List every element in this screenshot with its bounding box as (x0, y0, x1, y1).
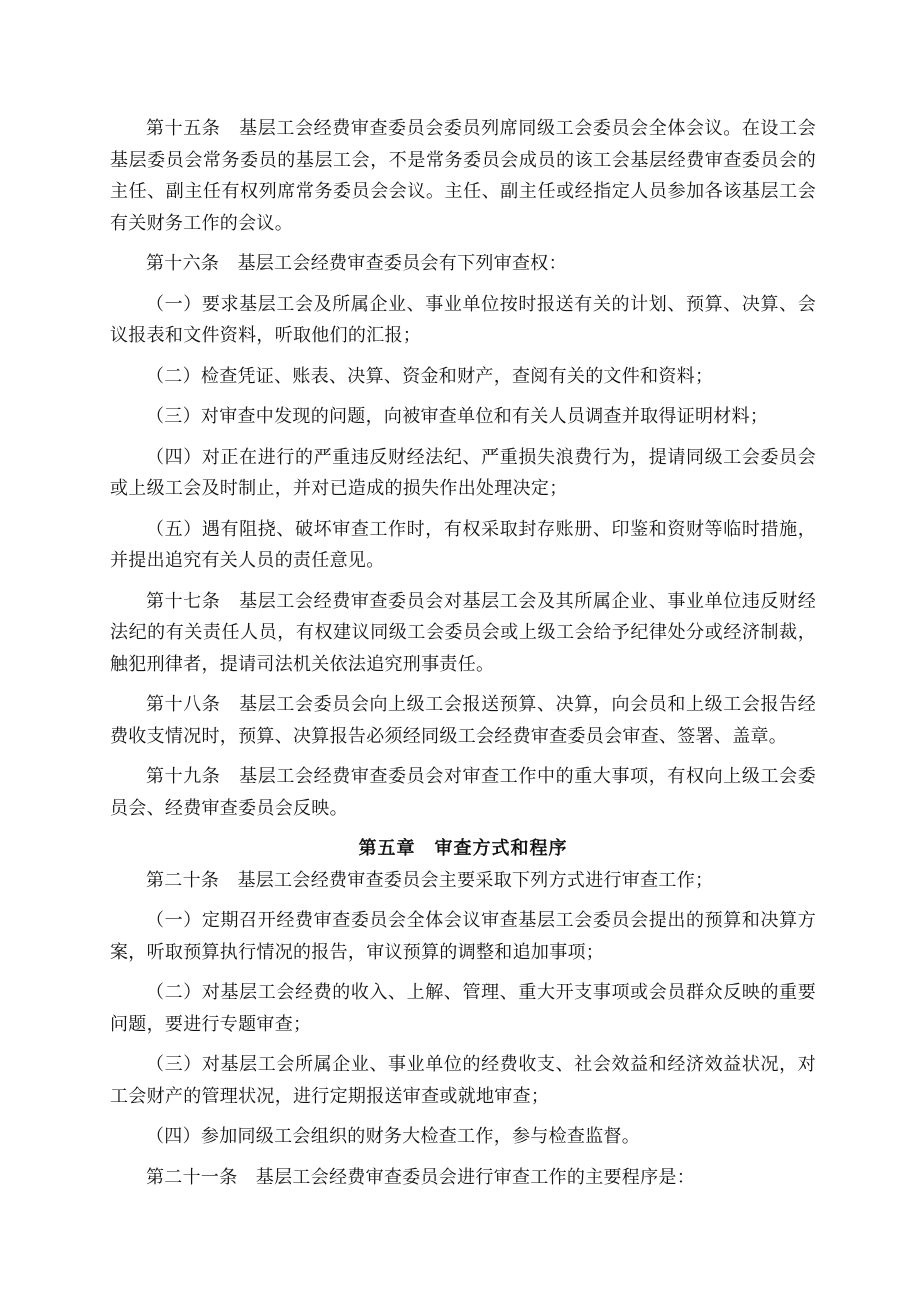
article-17: 第十七条 基层工会经费审查委员会对基层工会及其所属企业、事业单位违反财经法纪的有关责任人员，有权建议同级工会委员会或上级工会给予纪律处分或经济制裁，触犯刑律者，提请司法机关依法追究刑事责任。 (110, 590, 816, 675)
article-20-item-2: （二）对基层工会经费的收入、上解、管理、重大开支事项或会员群众反映的重要问题，要进行专题审查； (110, 982, 816, 1035)
article-16-item-3: （三）对审查中发现的问题，向被审查单位和有关人员调查并取得证明材料； (146, 406, 769, 427)
article-20-item-4: （四）参加同级工会组织的财务大检查工作，参与检查监督。 (146, 1126, 641, 1147)
article-16-item-5: （五）遇有阻挠、破坏审查工作时，有权采取封存账册、印鉴和资财等临时措施，并提出追究有关人员的责任意见。 (110, 518, 816, 571)
chapter-heading: 第五章 审查方式和程序 (358, 838, 568, 859)
article-18: 第十八条 基层工会委员会向上级工会报送预算、决算，向会员和上级工会报告经费收支情况时，预算、决算报告必须经同级工会经费审查委员会审查、签署、盖章。 (110, 694, 816, 747)
article-19: 第十九条 基层工会经费审查委员会对审查工作中的重大事项，有权向上级工会委员会、经费审查委员会反映。 (110, 766, 816, 819)
article-16: 第十六条 基层工会经费审查委员会有下列审查权： (146, 253, 567, 274)
article-20-item-3: （三）对基层工会所属企业、事业单位的经费收支、社会效益和经济效益状况，对工会财产的管理状况，进行定期报送审查或就地审查； (110, 1054, 816, 1107)
article-15: 第十五条 基层工会经费审查委员会委员列席同级工会委员会全体会议。在设工会基层委员会常务委员的基层工会，不是常务委员会成员的该工会基层经费审查委员会的主任、副主任有权列席常务委员会会议。主任、副主任或经指定人员参加各该基层工会有关财务工作的会议。 (110, 118, 816, 234)
article-16-item-1: （一）要求基层工会及所属企业、事业单位按时报送有关的计划、预算、决算、会议报表和文件资料，听取他们的汇报； (110, 293, 816, 346)
article-16-item-4: （四）对正在进行的严重违反财经法纪、严重损失浪费行为，提请同级工会委员会或上级工会及时制止，并对已造成的损失作出处理决定； (110, 446, 816, 499)
article-20-item-1: （一）定期召开经费审查委员会全体会议审查基层工会委员会提出的预算和决算方案，听取预算执行情况的报告，审议预算的调整和追加事项； (110, 910, 816, 963)
article-16-item-2: （二）检查凭证、账表、决算、资金和财产，查阅有关的文件和资料； (146, 365, 714, 387)
document-page (110, 113, 816, 1193)
article-21: 第二十一条 基层工会经费审查委员会进行审查工作的主要程序是： (146, 1166, 695, 1188)
article-20: 第二十条 基层工会经费审查委员会主要采取下列方式进行审查工作； (146, 869, 714, 891)
